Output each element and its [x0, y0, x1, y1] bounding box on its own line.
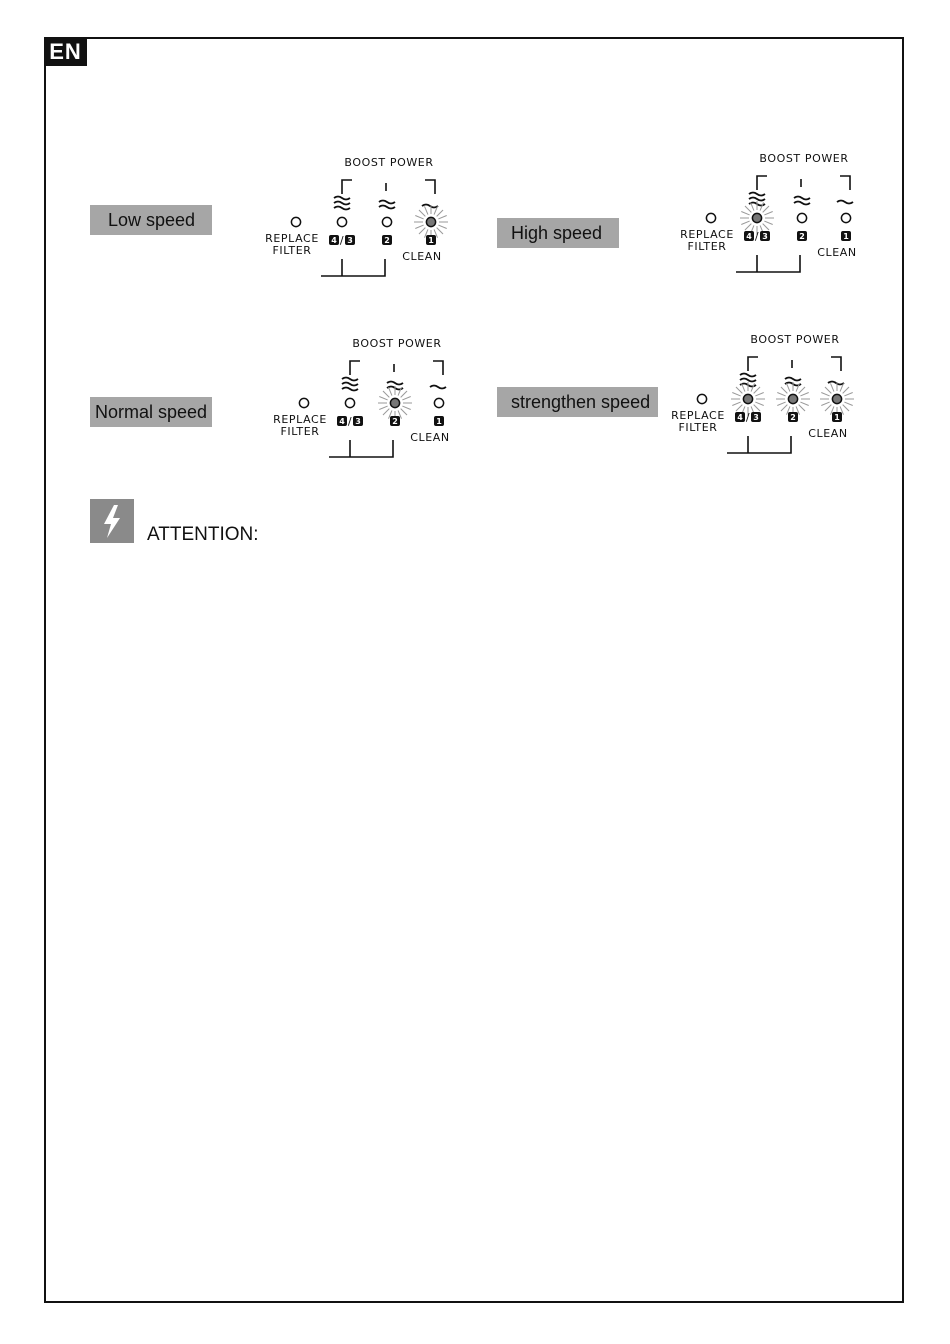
replace-text: REPLACE — [265, 232, 319, 245]
replace-text: REPLACE — [273, 413, 327, 426]
button-slash: / — [339, 234, 345, 247]
led-replace-filter — [291, 217, 300, 226]
glow-ray — [438, 225, 446, 228]
glow-ray — [825, 387, 831, 393]
glow-ray — [764, 211, 772, 214]
bottom-bracket — [727, 436, 791, 453]
panel-low-speed — [255, 156, 455, 281]
clean-text: CLEAN — [817, 246, 857, 259]
glow-ray — [844, 392, 852, 395]
glow-ray — [741, 211, 749, 214]
fan-medium-icon — [379, 201, 395, 209]
control-panel-diagram — [255, 156, 455, 281]
led-speed-2 — [382, 217, 391, 226]
glow-ray — [745, 206, 751, 212]
button-4-label: 4 — [737, 413, 743, 422]
clean-text: CLEAN — [410, 431, 450, 444]
glow-ray — [379, 406, 387, 409]
filter-text: FILTER — [280, 425, 320, 438]
button-2-label: 2 — [392, 417, 398, 426]
boost-power-text: BOOST POWER — [352, 337, 442, 350]
led-replace-filter — [706, 213, 715, 222]
led-speed-1 — [832, 394, 841, 403]
fan-low-icon — [430, 386, 446, 389]
led-speed-43 — [337, 217, 346, 226]
glow-ray — [415, 215, 423, 218]
glow-ray — [732, 402, 740, 405]
glow-ray — [800, 392, 808, 395]
glow-ray — [764, 221, 772, 224]
button-2-label: 2 — [384, 236, 390, 245]
glow-ray — [754, 405, 760, 411]
button-3-label: 3 — [762, 232, 768, 241]
glow-ray — [438, 215, 446, 218]
button-4-label: 4 — [331, 236, 337, 245]
button-2-label: 2 — [790, 413, 796, 422]
boost-bracket-right — [425, 180, 435, 194]
glow-ray — [799, 387, 805, 393]
glow-ray — [799, 405, 805, 411]
led-speed-1 — [434, 398, 443, 407]
glow-ray — [419, 228, 425, 234]
button-3-label: 3 — [355, 417, 361, 426]
panel-high-speed — [670, 152, 870, 277]
glow-ray — [437, 228, 443, 234]
panel-strengthen-speed — [661, 333, 861, 458]
glow-ray — [736, 387, 742, 393]
glow-ray — [751, 383, 754, 391]
led-speed-1 — [841, 213, 850, 222]
attention-label: ATTENTION: — [147, 524, 259, 545]
boost-power-text: BOOST POWER — [750, 333, 840, 346]
glow-ray — [755, 402, 763, 405]
glow-ray — [745, 224, 751, 230]
glow-ray — [424, 206, 427, 214]
led-speed-2 — [788, 394, 797, 403]
glow-ray — [401, 409, 407, 415]
glow-ray — [402, 396, 410, 399]
boost-power-text: BOOST POWER — [344, 156, 434, 169]
glow-ray — [419, 210, 425, 216]
boost-bracket-right — [433, 361, 443, 375]
button-3-label: 3 — [753, 413, 759, 422]
button-1-label: 1 — [428, 236, 434, 245]
glow-ray — [843, 405, 849, 411]
glow-ray — [741, 221, 749, 224]
glow-ray — [437, 210, 443, 216]
bottom-bracket — [321, 259, 385, 276]
glow-ray — [732, 392, 740, 395]
glow-ray — [383, 391, 389, 397]
led-speed-43 — [752, 213, 761, 222]
glow-ray — [844, 402, 852, 405]
fan-low-icon — [837, 201, 853, 204]
panel-normal-speed — [263, 337, 463, 462]
glow-ray — [777, 392, 785, 395]
filter-text: FILTER — [272, 244, 312, 257]
strengthen-speed-label: strengthen speed — [497, 387, 658, 417]
high-speed-label: High speed — [497, 218, 619, 248]
bottom-bracket — [329, 440, 393, 457]
boost-bracket-left — [342, 180, 352, 194]
glow-ray — [755, 392, 763, 395]
glow-ray — [786, 383, 789, 391]
led-speed-43 — [345, 398, 354, 407]
bottom-bracket — [736, 255, 800, 272]
led-replace-filter — [299, 398, 308, 407]
glow-ray — [750, 202, 753, 210]
glow-ray — [781, 405, 787, 411]
glow-ray — [741, 383, 744, 391]
button-2-label: 2 — [799, 232, 805, 241]
glow-ray — [763, 206, 769, 212]
language-badge: EN — [44, 37, 87, 66]
normal-speed-label: Normal speed — [90, 397, 212, 427]
boost-bracket-right — [840, 176, 850, 190]
fan-medium-icon — [794, 197, 810, 205]
replace-text: REPLACE — [671, 409, 725, 422]
boost-power-text: BOOST POWER — [759, 152, 849, 165]
glow-ray — [821, 392, 829, 395]
glow-ray — [777, 402, 785, 405]
led-speed-2 — [797, 213, 806, 222]
control-panel-diagram — [661, 333, 861, 458]
lightning-icon — [90, 499, 134, 543]
button-4-label: 4 — [746, 232, 752, 241]
boost-bracket-left — [757, 176, 767, 190]
button-1-label: 1 — [843, 232, 849, 241]
led-speed-2 — [390, 398, 399, 407]
button-slash: / — [347, 415, 353, 428]
button-4-label: 4 — [339, 417, 345, 426]
filter-text: FILTER — [687, 240, 727, 253]
glow-ray — [736, 405, 742, 411]
boost-bracket-left — [748, 357, 758, 371]
glow-ray — [843, 387, 849, 393]
button-slash: / — [754, 230, 760, 243]
fan-high-icon — [334, 197, 350, 210]
glow-ray — [830, 383, 833, 391]
glow-ray — [754, 387, 760, 393]
glow-ray — [821, 402, 829, 405]
glow-ray — [763, 224, 769, 230]
button-1-label: 1 — [834, 413, 840, 422]
glow-ray — [781, 387, 787, 393]
glow-ray — [401, 391, 407, 397]
glow-ray — [388, 387, 391, 395]
button-slash: / — [745, 411, 751, 424]
glow-ray — [800, 402, 808, 405]
led-replace-filter — [697, 394, 706, 403]
glow-ray — [825, 405, 831, 411]
fan-high-icon — [342, 378, 358, 391]
boost-bracket-right — [831, 357, 841, 371]
replace-text: REPLACE — [680, 228, 734, 241]
low-speed-label: Low speed — [90, 205, 212, 235]
led-speed-43 — [743, 394, 752, 403]
glow-ray — [760, 202, 763, 210]
glow-ray — [402, 406, 410, 409]
boost-bracket-left — [350, 361, 360, 375]
clean-text: CLEAN — [808, 427, 848, 440]
control-panel-diagram — [263, 337, 463, 462]
glow-ray — [415, 225, 423, 228]
clean-text: CLEAN — [402, 250, 442, 263]
glow-ray — [383, 409, 389, 415]
button-3-label: 3 — [347, 236, 353, 245]
control-panel-diagram — [670, 152, 870, 277]
led-speed-1 — [426, 217, 435, 226]
button-1-label: 1 — [436, 417, 442, 426]
filter-text: FILTER — [678, 421, 718, 434]
glow-ray — [379, 396, 387, 399]
